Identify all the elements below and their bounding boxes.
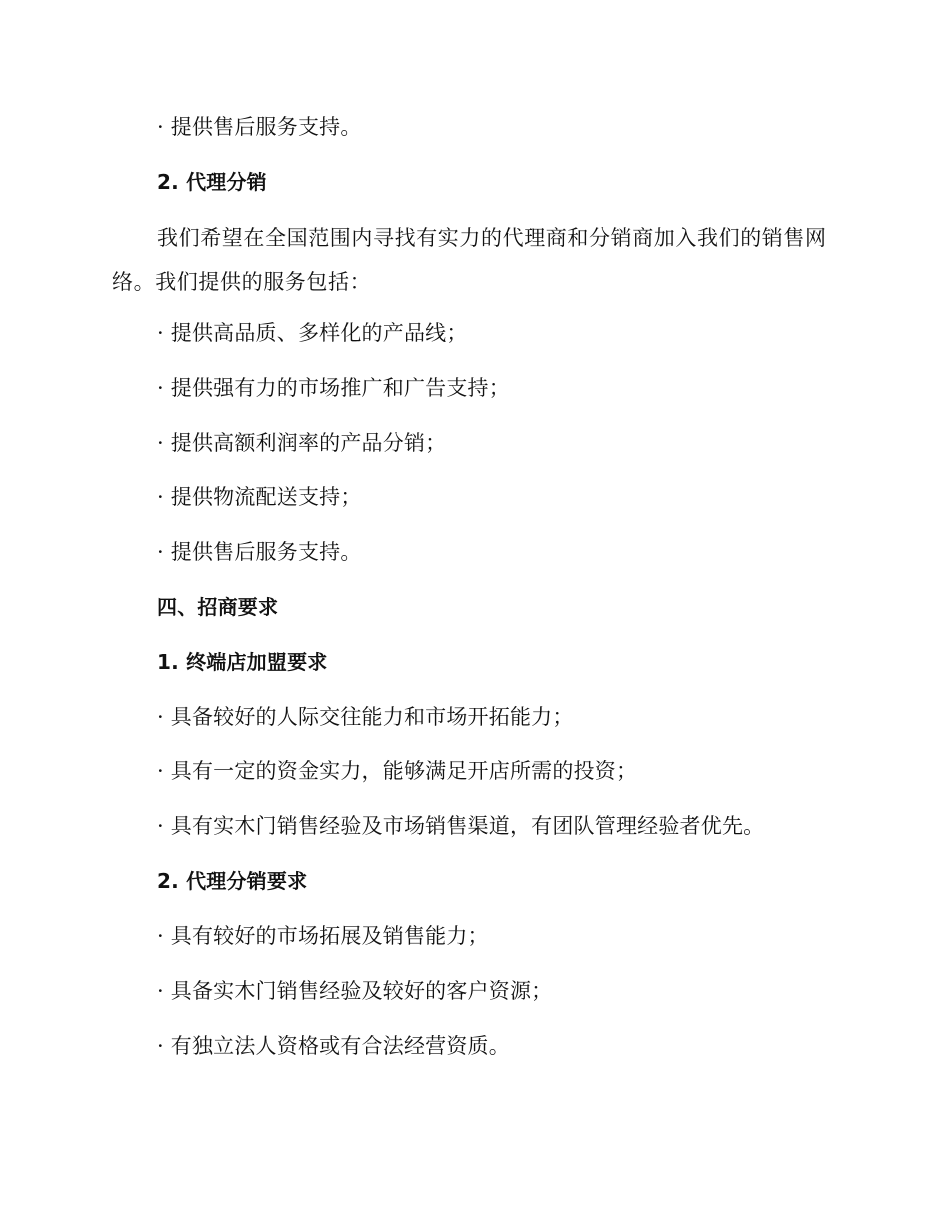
section-heading-agency: 2. 代理分销 bbox=[157, 170, 267, 194]
agency-intro-paragraph: 我们希望在全国范围内寻找有实力的代理商和分销商加入我们的销售网络。我们提供的服务包括： bbox=[112, 226, 827, 294]
bullet-item: · 提供售后服务支持。 bbox=[157, 540, 362, 564]
section-heading-terminal: 1. 终端店加盟要求 bbox=[157, 650, 328, 674]
chapter-heading-requirements: 四、招商要求 bbox=[157, 595, 279, 619]
bullet-item: · 提供高额利润率的产品分销； bbox=[157, 431, 447, 455]
bullet-item: · 具有较好的市场拓展及销售能力； bbox=[157, 924, 489, 948]
bullet-item: · 有独立法人资格或有合法经营资质。 bbox=[157, 1034, 510, 1058]
bullet-item: · 具有一定的资金实力，能够满足开店所需的投资； bbox=[157, 759, 638, 783]
bullet-item: · 具备实木门销售经验及较好的客户资源； bbox=[157, 979, 553, 1003]
section-heading-agency-requirements: 2. 代理分销要求 bbox=[157, 869, 308, 893]
bullet-item-after-sales: · 提供售后服务支持。 bbox=[157, 115, 362, 139]
bullet-item: · 提供强有力的市场推广和广告支持； bbox=[157, 376, 510, 400]
bullet-item: · 具有实木门销售经验及市场销售渠道，有团队管理经验者优先。 bbox=[157, 814, 765, 838]
bullet-item: · 提供物流配送支持； bbox=[157, 485, 362, 509]
bullet-item: · 具备较好的人际交往能力和市场开拓能力； bbox=[157, 705, 574, 729]
bullet-item: · 提供高品质、多样化的产品线； bbox=[157, 321, 468, 345]
